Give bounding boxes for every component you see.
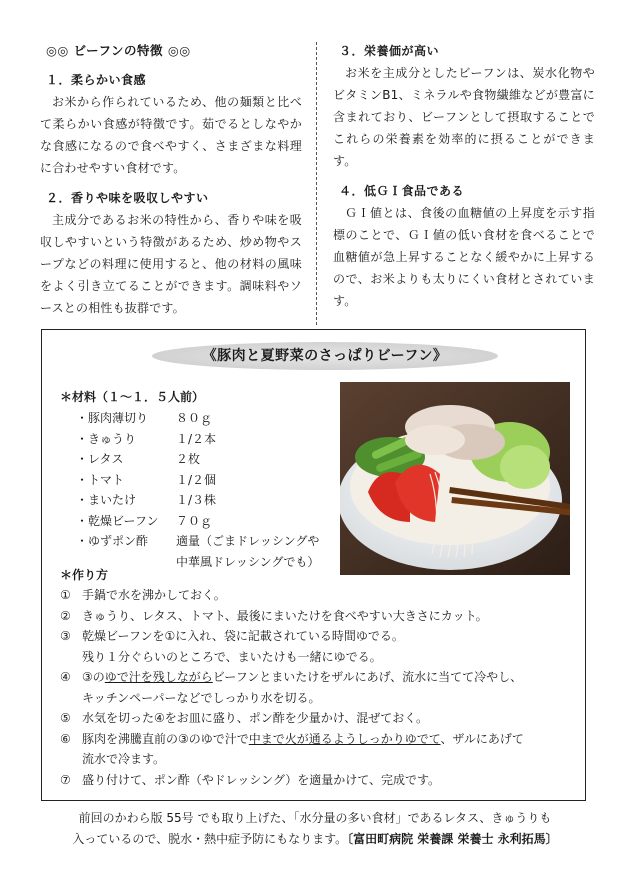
step-text: 盛り付けて、ポン酢（やドレッシング）を適量かけて、完成です。 (82, 772, 441, 787)
step-number: ④ (60, 670, 71, 684)
ingredient-name: ・きゅうり (76, 431, 137, 446)
step-text: 手鍋で水を沸かしておく。 (82, 588, 226, 602)
step-7 (60, 770, 575, 791)
step-number: ③ (60, 629, 71, 643)
ingredient-qty: 中華風ドレッシングでも） (176, 554, 320, 569)
step-line (82, 729, 575, 750)
feature-2-body: 主成分であるお米の特性から、香りや味を吸収しやすいという特徴があるため、炒め物やスープなどの料理に使用すると、他の材料の風味をよく引き立てることができます。調味料やソースとの相性も抜群です。 (40, 213, 302, 315)
step-line: 乾燥ビーフンを①に入れ、袋に記載されている時間ゆでる。 (82, 629, 404, 643)
step-1 (60, 585, 575, 606)
ingredient-row (76, 429, 336, 450)
step-number: ⑤ (60, 711, 71, 725)
ingredients-list (76, 408, 336, 572)
features-right-column (333, 40, 595, 320)
method-heading: ＊作り方 (60, 568, 109, 582)
step-number: ⑥ (60, 731, 71, 746)
step-6 (60, 729, 575, 770)
step-text: 水気を切った④をお皿に盛り、ポン酢を少量かけ、混ぜておく。 (82, 711, 429, 725)
dish-photo (340, 382, 570, 575)
footer-line-1: 前回のかわら版 55号 でも取り上げた、「水分量の多い食材」であるレタス、きゅうりも (78, 811, 552, 825)
feature-1-heading: １．柔らかい食感 (46, 73, 147, 87)
ingredient-name: ・まいたけ (76, 493, 137, 507)
step-line: 流水で冷ます。 (82, 752, 166, 766)
ingredient-row (76, 408, 336, 429)
step-line-suffix: 、ザルにあげて (440, 731, 524, 746)
recipe-box (41, 329, 586, 801)
step-2 (60, 606, 575, 627)
ingredient-name: ・ゆずポン酢 (76, 534, 149, 548)
ingredient-row (76, 449, 336, 470)
step-line-suffix: ビーフンとまいたけをザルにあげ、流水に当てて冷やし、 (212, 670, 523, 684)
ingredient-name: ・豚肉薄切り (76, 411, 149, 425)
ingredients-heading: ＊材料（１～１．５人前） (60, 390, 205, 404)
features-title: ◎◎ ビーフンの特徴 ◎◎ (46, 43, 191, 58)
ingredient-qty: ７０ｇ (176, 513, 213, 528)
ingredient-row (76, 511, 336, 532)
feature-4-body: ＧＩ値とは、食後の血糖値の上昇度を示す指標のことで、ＧＩ値の低い食材を食べることで血糖値が急上昇することなく緩やかに上昇するので、お米よりも太りにくい食材とされています。 (333, 206, 595, 308)
step-text: きゅうり、レタス、トマト、最後にまいたけを食べやすい大きさにカット。 (82, 608, 488, 623)
step-line-prefix: 豚肉を沸騰直前の③のゆで汁で (82, 731, 249, 746)
ingredient-row (76, 470, 336, 491)
step-text (82, 626, 575, 667)
ingredient-name: ・レタス (76, 452, 124, 466)
step-line: 残り１分ぐらいのところで、まいたけも一緒にゆでる。 (82, 649, 382, 664)
ingredient-qty: ２枚 (176, 452, 201, 466)
ingredient-row (76, 552, 336, 573)
recipe-title: 《豚肉と夏野菜のさっぱりビーフン》 (152, 342, 498, 370)
footer-note (40, 808, 590, 850)
step-number: ② (60, 608, 71, 623)
column-divider (316, 42, 317, 325)
step-line-prefix: ③の (82, 670, 105, 684)
ingredient-qty: １/２本 (176, 431, 217, 446)
step-text (82, 729, 575, 770)
ingredient-qty: ８０ｇ (176, 411, 213, 425)
footer-line-2 (40, 829, 590, 850)
step-number: ⑦ (60, 772, 71, 787)
ingredient-name: ・乾燥ビーフン (76, 513, 159, 528)
ingredient-qty: 適量（ごまドレッシングや (176, 534, 320, 548)
footer-line-2-text: 入っているので、脱水・熱中症予防にもなります。 (72, 832, 348, 846)
step-line-underlined: 中まで火が通るようしっかりゆでて (248, 731, 441, 746)
feature-2-heading: ２．香りや味を吸収しやすい (46, 191, 209, 205)
ingredient-qty: １/２個 (176, 472, 217, 487)
step-text (82, 667, 575, 708)
step-4 (60, 667, 575, 708)
step-3 (60, 626, 575, 667)
method-steps (60, 585, 575, 790)
step-number: ① (60, 588, 71, 602)
step-line: キッチンペーパーなどでしっかり水を切る。 (82, 690, 321, 705)
ingredient-name: ・トマト (76, 472, 125, 487)
feature-4-heading: ４．低ＧＩ食品である (339, 184, 465, 198)
step-line-underlined: ゆで汁を残しながら (104, 670, 213, 684)
ingredient-qty: １/３株 (176, 493, 217, 507)
features-left-column (40, 40, 302, 327)
author-credit: 〔富田町病院 栄養課 栄養士 永利拓馬〕 (347, 832, 558, 846)
ingredient-row (76, 490, 336, 511)
ingredient-row (76, 531, 336, 552)
feature-3-body: お米を主成分としたビーフンは、炭水化物やビタミンB1、ミネラルや食物繊維などが豊富に含まれており、ビーフンとして摂取することでこれらの栄養素を効率的に摂ることができます。 (333, 66, 595, 168)
feature-1-body: お米から作られているため、他の麺類と比べて柔らかい食感が特徴です。茹でるとしなやかな食感になるので食べやすく、さまざまな料理に合わせやすい食材です。 (40, 95, 302, 175)
feature-3-heading: ３．栄養価が高い (339, 44, 440, 58)
step-5 (60, 708, 575, 729)
step-line (82, 667, 575, 688)
